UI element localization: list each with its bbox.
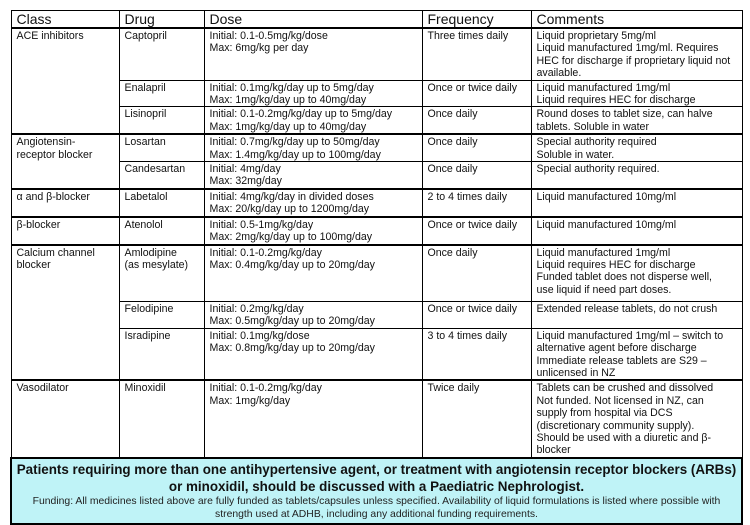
drug-cell [119,189,204,217]
dose-cell-line: Max: 2mg/kg/day up to 100mg/day [209,231,373,244]
drug-cell-line: Captopril [124,30,167,42]
comments-cell-line: Liquid manufactured 10mg/ml [536,218,677,231]
comments-cell-line: Special authority required [536,136,657,149]
dose-cell [204,217,422,245]
nephrologist-notice: Patients requiring more than one antihypertensive agent, or treatment with angiotensin receptor blockers (ARBs) or minoxidil, should be discussed with a Paediatric Nephrologist. [16,461,737,494]
class-cell [11,245,119,381]
dose-cell [204,328,422,380]
header-drug: Drug [119,11,204,29]
drug-cell-line: Labetalol [124,190,168,203]
header-dose: Dose [204,11,422,29]
table-row [11,162,742,189]
comments-cell [531,217,742,245]
comments-cell-line: Immediate release tablets are S29 – [536,354,707,367]
frequency-cell: Once daily [422,134,531,161]
comments-cell-line: Funded tablet does not disperse well, [536,271,712,284]
table-row [11,380,742,457]
frequency-cell: 3 to 4 times daily [422,328,531,380]
table-row [11,189,742,217]
dose-cell [204,28,422,80]
comments-cell [531,28,742,80]
class-cell-line: Angiotensin- [16,136,76,149]
header-class: Class [11,11,119,29]
comments-cell-line: Liquid manufactured 1mg/ml [536,246,671,259]
frequency-cell: 2 to 4 times daily [422,189,531,217]
drug-cell-line: Atenolol [124,218,163,231]
dose-cell [204,107,422,134]
class-cell-line: blocker [16,258,51,271]
frequency-cell: Twice daily [422,380,531,457]
drug-cell-line: Lisinopril [124,108,167,121]
dose-cell-line: Max: 0.8mg/kg/day up to 20mg/day [209,342,375,355]
class-cell-line: β-blocker [16,218,61,231]
drug-cell [119,28,204,80]
comments-cell [531,189,742,217]
dose-cell-line: Initial: 4mg/kg/day in divided doses [209,190,374,203]
dose-cell-line: Max: 6mg/kg per day [209,42,309,55]
comments-cell-line: blocker [536,444,571,457]
comments-cell [531,162,742,189]
dose-cell [204,80,422,107]
dose-cell-line: Initial: 0.1mg/kg/dose [209,329,310,342]
class-cell [11,217,119,245]
frequency-cell: Once daily [422,162,531,189]
comments-cell-line: Not funded. Not licensed in NZ, can [536,394,704,407]
dose-cell [204,245,422,302]
comments-cell-line: Round doses to tablet size, can halve [536,108,713,121]
drug-cell [119,134,204,161]
comments-cell [531,80,742,107]
comments-cell-line: Liquid requires HEC for discharge [536,258,696,271]
dose-cell-line: Max: 1mg/kg/day [209,394,291,407]
dose-cell-line: Max: 1.4mg/kg/day up to 100mg/day [209,148,381,161]
comments-cell-line: supply from hospital via DCS [536,407,673,420]
dose-cell-line: Initial: 0.1-0.2mg/kg/day [209,246,322,259]
class-cell-line: Vasodilator [16,382,69,395]
table-row [11,328,742,380]
comments-cell-line: Extended release tablets, do not crush [536,303,718,315]
header-comments: Comments [531,11,742,29]
dose-cell [204,302,422,329]
comments-cell [531,302,742,329]
class-cell [11,380,119,457]
dose-cell [204,380,422,457]
comments-cell-line: Liquid manufactured 10mg/ml [536,190,677,203]
dose-cell [204,134,422,161]
frequency-cell: Once or twice daily [422,80,531,107]
comments-cell-line: Liquid proprietary 5mg/ml [536,30,657,42]
dose-cell-line: Initial: 0.1-0.5mg/kg/dose [209,30,328,42]
comments-cell-line: alternative agent before discharge [536,342,697,355]
dose-cell-line: Initial: 0.7mg/kg/day up to 50mg/day [209,136,380,149]
drug-cell-line: Candesartan [124,163,186,176]
dose-cell-line: Max: 0.4mg/kg/day up to 20mg/day [209,258,375,271]
comments-cell-line: (discretionary community supply). [536,419,695,432]
dose-cell-line: Initial: 0.2mg/kg/day [209,303,304,315]
dose-cell-line: Initial: 0.1mg/kg/day up to 5mg/day [209,81,374,94]
comments-cell [531,245,742,302]
drug-cell-line: Felodipine [124,303,174,315]
comments-cell-line: Liquid manufactured 1mg/ml – switch to [536,329,724,342]
comments-cell-line: Liquid manufactured 1mg/ml. Requires [536,42,719,55]
footer-row [11,458,742,524]
drug-cell [119,328,204,380]
table-row [11,134,742,161]
frequency-cell: Once daily [422,107,531,134]
header-row [11,11,742,29]
comments-cell [531,328,742,380]
drug-cell [119,302,204,329]
table-row [11,28,742,80]
comments-cell-line: Special authority required. [536,163,660,176]
frequency-cell: Three times daily [422,28,531,80]
comments-cell [531,107,742,134]
frequency-cell: Once or twice daily [422,217,531,245]
dose-cell-line: Max: 1mg/kg/day up to 40mg/day [209,120,367,133]
comments-cell-line: available. [536,67,582,80]
dose-cell-line: Initial: 0.1-0.2mg/kg/day [209,382,322,395]
comments-cell-line: Soluble in water. [536,148,615,161]
drug-cell [119,80,204,107]
dose-cell-line: Max: 20/kg/day up to 1200mg/day [209,203,370,216]
antihypertensive-table [10,10,743,525]
drug-cell-line: Losartan [124,136,166,149]
dose-cell-line: Initial: 0.1-0.2mg/kg/day up to 5mg/day [209,108,393,121]
drug-cell-line: (as mesylate) [124,258,189,271]
comments-cell-line: use liquid if need part doses. [536,283,672,296]
table-row [11,217,742,245]
frequency-cell: Once daily [422,245,531,302]
comments-cell-line: Liquid requires HEC for discharge [536,94,696,107]
class-cell-line: α and β-blocker [16,190,90,203]
comments-cell-line: tablets. Soluble in water [536,120,649,133]
dose-cell-line: Initial: 4mg/day [209,163,281,176]
comments-cell-line: unlicensed in NZ [536,367,616,380]
comments-cell-line: Liquid manufactured 1mg/ml [536,81,671,94]
frequency-cell: Once or twice daily [422,302,531,329]
drug-cell [119,217,204,245]
dose-cell-line: Initial: 0.5-1mg/kg/day [209,218,314,231]
comments-cell [531,380,742,457]
table-row [11,107,742,134]
dose-cell [204,189,422,217]
table-row [11,80,742,107]
comments-cell-line: HEC for discharge if proprietary liquid not [536,54,731,67]
class-cell [11,28,119,134]
comments-cell-line: Should be used with a diuretic and β- [536,432,712,445]
class-cell-line: ACE inhibitors [16,30,84,42]
drug-cell-line: Enalapril [124,81,166,94]
dose-cell [204,162,422,189]
drug-cell [119,245,204,302]
funding-note: Funding: All medicines listed above are fully funded as tablets/capsules unless specified. Availability of liquid formulations is listed where possible with strength used at ADHB, including any additional funding requirements. [32,495,721,520]
drug-cell-line: Amlodipine [124,246,177,259]
table-row [11,302,742,329]
comments-cell-line: Tablets can be crushed and dissolved [536,382,714,395]
class-cell-line: receptor blocker [16,148,93,161]
dose-cell-line: Max: 1mg/kg/day up to 40mg/day [209,94,367,107]
drug-cell [119,162,204,189]
class-cell-line: Calcium channel [16,246,95,259]
header-frequency: Frequency [422,11,531,29]
footer-note [11,458,742,524]
table-row [11,245,742,302]
drug-cell [119,107,204,134]
drug-cell [119,380,204,457]
dose-cell-line: Max: 32mg/day [209,175,282,188]
drug-cell-line: Isradipine [124,329,171,342]
comments-cell [531,134,742,161]
drug-cell-line: Minoxidil [124,382,166,395]
class-cell [11,189,119,217]
dose-cell-line: Max: 0.5mg/kg/day up to 20mg/day [209,315,375,328]
class-cell [11,134,119,189]
